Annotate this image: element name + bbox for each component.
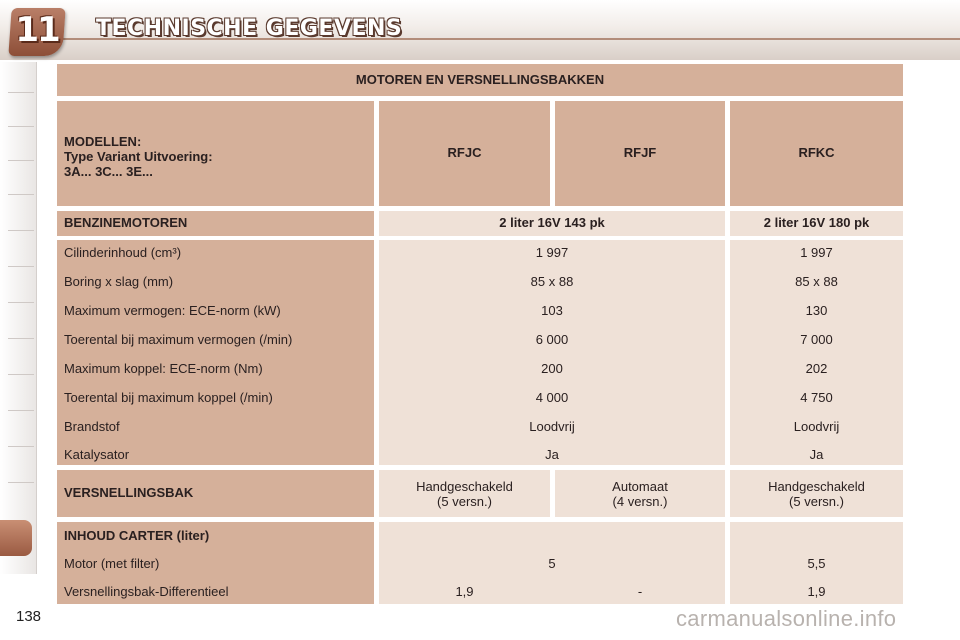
spec-value-143: Ja (545, 447, 559, 462)
engine-180: 2 liter 16V 180 pk (730, 211, 903, 236)
engine-section-label: BENZINEMOTOREN (57, 211, 374, 236)
carter-diff-rfkc: 1,9 (807, 584, 826, 599)
gearbox-speeds: (4 versn.) (612, 493, 668, 509)
spec-value-180: 202 (805, 361, 828, 376)
carter-diff-rfjc: 1,9 (455, 584, 474, 599)
chapter-tab-divider (8, 410, 34, 411)
chapter-tab-divider (8, 160, 34, 161)
spec-value-143: 4 000 (535, 390, 569, 405)
spec-value-180: Loodvrij (793, 419, 840, 434)
variant-codes-label: 3A... 3C... 3E... (64, 163, 153, 179)
chapter-number: 11 (15, 10, 59, 50)
gearbox-type: Handgeschakeld (768, 479, 865, 494)
spec-value-180: 4 750 (800, 390, 833, 405)
spec-label: Boring x slag (mm) (64, 274, 174, 289)
page-number: 138 (16, 608, 42, 625)
gearbox-type: Automaat (612, 479, 668, 494)
spec-label: Maximum koppel: ECE-norm (Nm) (64, 361, 263, 376)
carter-label: INHOUD CARTER (liter) (64, 528, 210, 543)
chapter-tab-divider (8, 302, 34, 303)
spec-value-180: 130 (805, 303, 828, 318)
model-rfkc: RFKC (730, 101, 903, 206)
chapter-tab-divider (8, 92, 34, 93)
spec-value-143: 200 (541, 361, 563, 376)
spec-value-143: 1 997 (535, 245, 569, 260)
chapter-tab-divider (8, 126, 34, 127)
gearbox-type: Handgeschakeld (416, 479, 513, 494)
chapter-tab-divider (8, 338, 34, 339)
chapter-tab-divider (8, 230, 34, 231)
spec-value-143: Loodvrij (529, 419, 575, 434)
spec-label: Toerental bij maximum vermogen (/min) (64, 332, 293, 347)
gearbox-label: VERSNELLINGSBAK (57, 470, 374, 517)
spec-label: Toerental bij maximum koppel (/min) (64, 390, 273, 405)
spec-value-180: Ja (809, 447, 824, 462)
spec-value-143: 103 (541, 303, 563, 318)
spec-value-180: 7 000 (800, 332, 833, 347)
chapter-tab-divider (8, 374, 34, 375)
chapter-tab-divider (8, 482, 34, 483)
active-chapter-tab[interactable] (0, 520, 32, 556)
spec-label: Brandstof (64, 419, 120, 434)
spec-value-143: 85 x 88 (530, 274, 574, 289)
gearbox-rfjc (379, 470, 550, 517)
chapter-tab-divider (8, 194, 34, 195)
gearbox-speeds: (5 versn.) (437, 493, 492, 509)
watermark: carmanualsonline.info (676, 606, 897, 631)
model-rfjc: RFJC (379, 101, 550, 206)
gearbox-rfkc (730, 470, 903, 517)
carter-diff-label: Versnellingsbak-Differentieel (64, 584, 229, 599)
chapter-tab-divider (8, 266, 34, 267)
spec-value-180: 1 997 (800, 245, 833, 260)
model-rfjf: RFJF (555, 101, 725, 206)
models-header-cell (57, 101, 374, 206)
chapter-tab-strip (0, 62, 37, 574)
spec-value-143: 6 000 (535, 332, 569, 347)
carter-diff-rfjf: - (637, 584, 643, 599)
carter-motor-143: 5 (548, 556, 556, 571)
carter-motor-label: Motor (met filter) (64, 556, 160, 571)
spec-label: Cilinderinhoud (cm³) (64, 245, 182, 260)
table-title: MOTOREN EN VERSNELLINGSBAKKEN (57, 64, 903, 96)
page-title: TECHNISCHE GEGEVENS (96, 16, 403, 41)
carter-motor-180: 5,5 (807, 556, 826, 571)
type-variant-label: Type Variant Uitvoering: (64, 148, 213, 164)
models-label: MODELLEN: (64, 134, 142, 149)
engine-143: 2 liter 16V 143 pk (379, 211, 725, 236)
spec-value-180: 85 x 88 (795, 274, 838, 289)
spec-label: Maximum vermogen: ECE-norm (kW) (64, 303, 281, 318)
gearbox-rfjf (555, 470, 725, 517)
spec-label: Katalysator (64, 447, 130, 462)
gearbox-speeds: (5 versn.) (789, 493, 844, 509)
chapter-tab-divider (8, 446, 34, 447)
